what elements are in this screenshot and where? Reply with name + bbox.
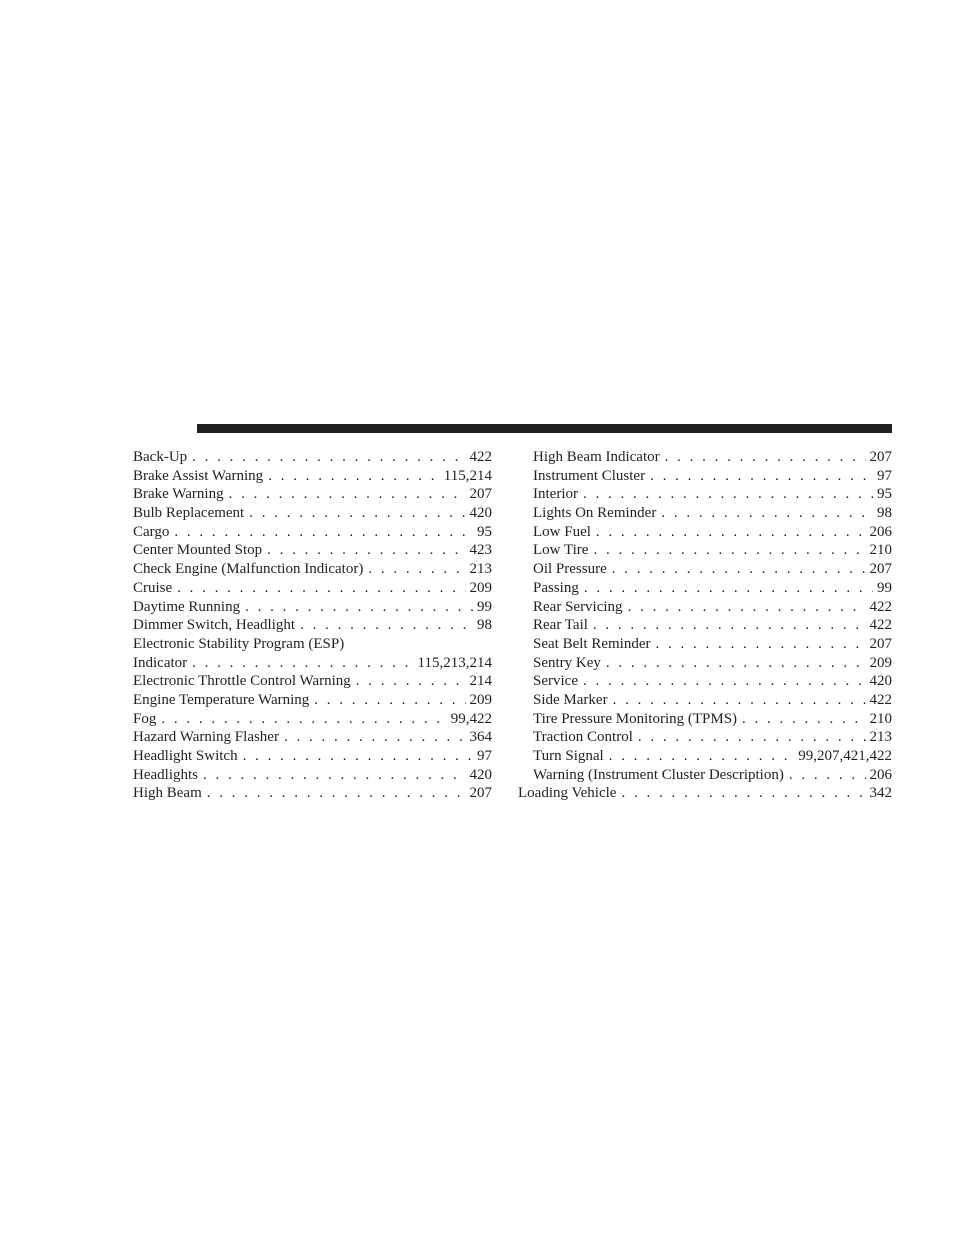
index-entry: [133, 579, 492, 598]
index-entry-page: 207: [869, 449, 892, 465]
index-entry-label: Indicator: [133, 654, 188, 671]
index-entry-page: 207: [869, 635, 892, 652]
index-entry: [518, 654, 892, 673]
header-rule: [197, 424, 892, 433]
index-entry-label: Seat Belt Reminder: [533, 635, 651, 652]
dot-leader: [249, 504, 465, 523]
index-entry-page: 97: [877, 467, 892, 484]
index-entry-page: 213: [469, 561, 492, 578]
index-entry-label: Electronic Throttle Control Warning: [133, 673, 351, 690]
dot-leader: [161, 710, 446, 729]
index-entry-page: 115,214: [443, 467, 492, 484]
index-entry: [133, 541, 492, 560]
index-entry-page: 210: [869, 542, 892, 559]
index-entry: [518, 747, 892, 766]
index-entry-label: Cruise: [133, 579, 173, 596]
dot-leader: [177, 579, 465, 598]
index-entry-page: 115,213,214: [417, 654, 492, 671]
index-entry-page: 97: [477, 748, 492, 764]
dot-leader: [789, 766, 866, 785]
index-entry-page: 423: [469, 542, 492, 559]
index-entry-page: 209: [469, 691, 492, 708]
dot-leader: [243, 747, 473, 766]
index-entry-label: Loading Vehicle: [518, 785, 617, 802]
dot-leader: [655, 635, 865, 654]
index-column-left: [133, 448, 492, 803]
index-entry-label: Bulb Replacement: [133, 505, 245, 522]
dot-leader: [612, 560, 866, 579]
index-entry-page: 207: [469, 785, 492, 802]
index-entry-page: 420: [469, 766, 492, 783]
index-entry-page: 95: [477, 523, 492, 540]
index-entry-label: Lights On Reminder: [533, 505, 657, 522]
index-entry-label: Instrument Cluster: [533, 467, 646, 484]
index-entry-label: Low Fuel: [533, 523, 591, 540]
index-entry: [133, 560, 492, 579]
index-entry: [518, 784, 892, 803]
index-entry-label: Check Engine (Malfunction Indicator): [133, 561, 364, 578]
dot-leader: [606, 654, 866, 673]
index-entry-page: 95: [877, 486, 892, 503]
dot-leader: [245, 598, 473, 617]
dot-leader: [356, 672, 466, 691]
index-entry-page: 206: [869, 523, 892, 540]
index-entry-label: Rear Tail: [533, 617, 588, 634]
index-entry: [518, 766, 892, 785]
index-entry-page: 422: [869, 617, 892, 634]
dot-leader: [621, 784, 865, 803]
index-entry-label: Cargo: [133, 523, 170, 540]
index-entry-label: Fog: [133, 710, 157, 727]
index-entry: [518, 541, 892, 560]
index-entry-label: High Beam: [133, 785, 202, 802]
index-entry: [518, 523, 892, 542]
index-entry-page: 99: [477, 598, 492, 615]
dot-leader: [300, 616, 473, 635]
dot-leader: [314, 691, 465, 710]
dot-leader: [268, 467, 440, 486]
index-entry-page: 99,422: [450, 710, 492, 727]
dot-leader: [203, 766, 466, 785]
index-entry: [133, 467, 492, 486]
index-entry-label: Electronic Stability Program (ESP): [133, 635, 345, 652]
index-entry-page: 422: [869, 691, 892, 708]
index-column-right: [518, 448, 892, 803]
index-entry: [518, 635, 892, 654]
index-entry-page: 99,207,421,422: [798, 748, 892, 764]
index-entry-label: Turn Signal: [533, 748, 604, 764]
index-entry: [518, 579, 892, 598]
dot-leader: [661, 504, 873, 523]
index-entry-label: Daytime Running: [133, 598, 241, 615]
dot-leader: [650, 467, 873, 486]
index-entry-label: Headlights: [133, 766, 198, 783]
index-entry-page: 210: [869, 710, 892, 727]
dot-leader: [638, 728, 866, 747]
index-entry-page: 422: [869, 598, 892, 615]
index-entry: [518, 728, 892, 747]
index-entry: [133, 504, 492, 523]
dot-leader: [207, 784, 466, 803]
index-entry: [133, 654, 492, 673]
index-entry: [518, 598, 892, 617]
index-entry: [133, 485, 492, 504]
index-entry: [133, 616, 492, 635]
index-entry-page: 420: [869, 673, 892, 690]
index-entry-label: Center Mounted Stop: [133, 542, 263, 559]
dot-leader: [583, 485, 873, 504]
index-entry-page: 98: [877, 505, 892, 522]
index-entry: [133, 672, 492, 691]
index-entry-label: Side Marker: [533, 691, 608, 708]
index-entry: [518, 672, 892, 691]
index-entry-page: 214: [469, 673, 492, 690]
dot-leader: [583, 672, 866, 691]
dot-leader: [628, 598, 866, 617]
index-entry: [133, 448, 492, 467]
index-entry-label: Back-Up: [133, 449, 188, 465]
index-entry-page: 422: [469, 449, 492, 465]
index-entry: [133, 766, 492, 785]
index-entry: [518, 504, 892, 523]
dot-leader: [174, 523, 473, 542]
index-entry-label: Interior: [533, 486, 578, 503]
index-entry-label: Sentry Key: [533, 654, 601, 671]
index-entry-label: Oil Pressure: [533, 561, 607, 578]
index-entry-page: 98: [477, 617, 492, 634]
index-entry-label: Warning (Instrument Cluster Description): [533, 766, 784, 783]
dot-leader: [596, 523, 866, 542]
index-entry: [133, 691, 492, 710]
index-entry-page: 99: [877, 579, 892, 596]
index-entry-label: Tire Pressure Monitoring (TPMS): [533, 710, 738, 727]
index-entry: [133, 635, 492, 654]
index-entry-label: Dimmer Switch, Headlight: [133, 617, 296, 634]
index-entry: [133, 784, 492, 803]
index-entry: [518, 691, 892, 710]
dot-leader: [267, 541, 465, 560]
index-entry: [133, 747, 492, 766]
index-entry-label: Brake Assist Warning: [133, 467, 264, 484]
dot-leader: [742, 710, 865, 729]
index-entry-label: Engine Temperature Warning: [133, 691, 310, 708]
dot-leader: [593, 541, 865, 560]
index-entry: [133, 598, 492, 617]
index-entry-page: 420: [469, 505, 492, 522]
index-entry-label: High Beam Indicator: [533, 449, 660, 465]
dot-leader: [192, 448, 465, 467]
index-entry-page: 207: [469, 486, 492, 503]
index-entry-label: Rear Servicing: [533, 598, 623, 615]
index-entry: [518, 485, 892, 504]
index-entry: [518, 560, 892, 579]
index-entry: [518, 710, 892, 729]
index-entry-label: Brake Warning: [133, 486, 224, 503]
dot-leader: [229, 485, 466, 504]
index-entry: [518, 448, 892, 467]
index-entry-label: Passing: [533, 579, 579, 596]
dot-leader: [665, 448, 866, 467]
index-entry-page: 206: [869, 766, 892, 783]
dot-leader: [192, 654, 413, 673]
index-entry-label: Service: [533, 673, 578, 690]
dot-leader: [593, 616, 866, 635]
index-entry: [133, 710, 492, 729]
dot-leader: [284, 728, 466, 747]
dot-leader: [368, 560, 465, 579]
dot-leader: [584, 579, 873, 598]
index-entry-page: 213: [869, 729, 892, 746]
index-entry: [133, 523, 492, 542]
index-entry-page: 209: [469, 579, 492, 596]
index-entry: [518, 616, 892, 635]
index-entry-label: Headlight Switch: [133, 748, 238, 764]
index-entry-label: Traction Control: [533, 729, 633, 746]
index-entry-page: 364: [469, 729, 492, 746]
index-entry: [133, 728, 492, 747]
index-entry-label: Low Tire: [533, 542, 589, 559]
index-entry-page: 342: [869, 785, 892, 802]
index-entry-page: 209: [869, 654, 892, 671]
dot-leader: [609, 747, 795, 766]
index-entry-page: 207: [869, 561, 892, 578]
index-entry-label: Hazard Warning Flasher: [133, 729, 279, 746]
index-entry: [518, 467, 892, 486]
dot-leader: [613, 691, 866, 710]
